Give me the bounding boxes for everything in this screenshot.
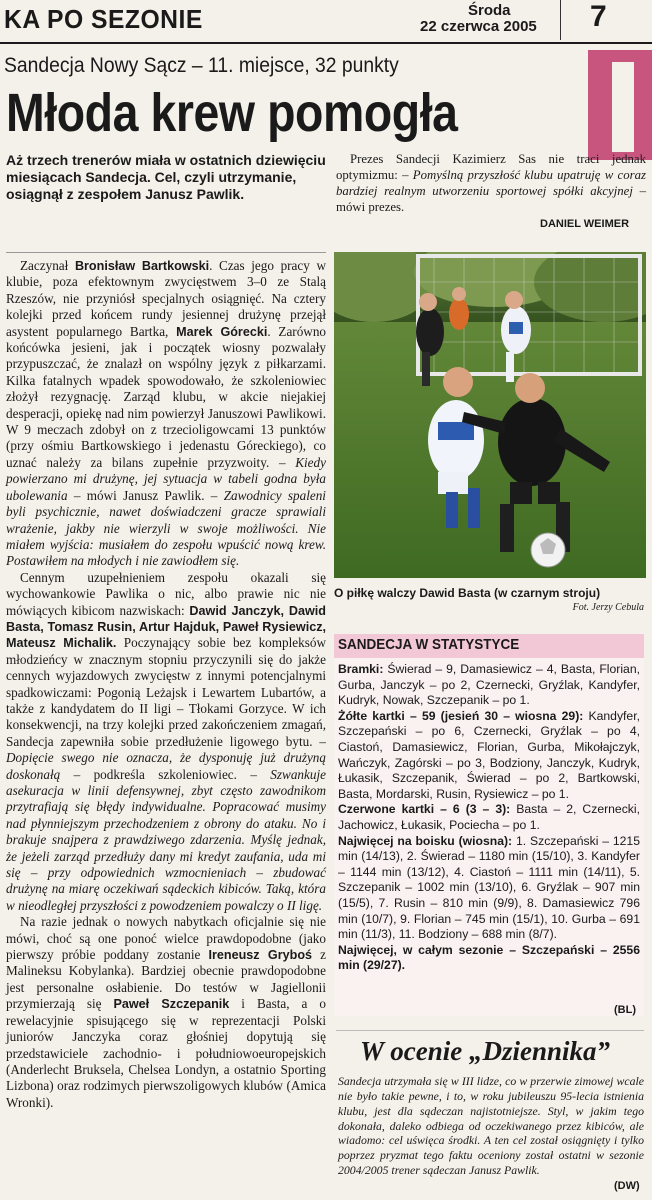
stats-red-cards — [338, 802, 640, 833]
header-rule — [0, 42, 652, 44]
neighbor-ad-fragment-inner — [612, 62, 634, 152]
stats-text: Świerad – 9, Damasiewicz – 4, Basta, Florian, Gurba, Janczyk – po 2, Czernecki, Gryźlak, Kandyfer, Kudryk, Nowak, Szczepanik – po 1. — [338, 662, 640, 708]
article-lead: Aż trzech trenerów miała w ostatnich dziewięciu miesiącach Sandecja. Cel, czyli utrzymanie, osiągnął z zespołem Janusz Pawlik. — [6, 152, 326, 202]
issue-day: Środa — [468, 2, 511, 19]
stats-label: Żółte kartki – 59 (jesień 30 – wiosna 29): — [338, 708, 584, 723]
stats-yellow-cards — [338, 709, 640, 803]
article-body-right — [336, 152, 646, 216]
stats-label: Najwięcej, w całym sezonie – Szczepański – 2556 min (29/27). — [338, 942, 640, 973]
lead-rule — [6, 252, 326, 253]
article-author: DANIEL WEIMER — [540, 218, 630, 230]
article-kicker: Sandecja Nowy Sącz – 11. miejsce, 32 punkty — [4, 54, 399, 77]
stats-label: Najwięcej na boisku (wiosna): — [338, 833, 513, 848]
stats-text: Kandyfer, Szczepański – po 6, Czernecki, Gryźlak – po 4, Ciastoń, Damasiewicz, Florian, Gurba, Mikołajczyk, Wańczyk, Zagórski – po 3, Bodziony, Janczyk, Kudryk, Łukasik, Szczepanik, Świerad – po 2, Bartkowski, Basta, Mordarski, Rusin, Rysiewicz – po 1. — [338, 708, 640, 801]
stats-minutes-spring — [338, 834, 640, 943]
ocena-signature: (DW) — [614, 1180, 640, 1192]
stats-signature: (BL) — [614, 1004, 636, 1016]
paragraph-1: Zaczynał Bronisław Bartkowski. Czas jego pracy w klubie, poza efektownym zwycięstwem 3–0 ze Stalą Rzeszów, nie przyniósł specjalnych osiągnięć. Na cztery kolejki przed końcem rundy jesiennej drużynę przejął asystent popularnego Bartka, Marek Górecki. Zarówno końcówka jesieni, jak i początek wiosny pozwalały przypuszczać, że znalazł on wspólny język z piłkarzami. Kilka fatalnych wpadek spowodowało, że szkoleniowiec złożył rezygnację. Zarząd klubu, w akcie niejakiej desperacji, opiekę nad nim powierzył Januszowi Pawlikowi. W 9 meczach zdobył on z trzecioligowcami 13 punktów (przy ośmiu Bartkowskiego i jedenastu Góreckiego), co uznać należy za bilans zupełnie przyzwoity. – Kiedy powierzano mi drużynę, jej sytuacja w tabeli godna była ubolewania – mówi Janusz Pawlik. – Zawodnicy spaleni byli psychicznie, nawet doświadczeni gracze sprawiali wrażenie, jakby nie wierzyli w swoje możliwości. Nie miałem wyjścia: musiałem do zespołu wpuścić nową krew. Postawiłem na młodych i nie zawiodłem się. — [6, 258, 327, 569]
match-photo-graphic — [334, 252, 646, 578]
match-photo — [334, 252, 646, 578]
ocena-title: W ocenie „Dziennika” — [360, 1036, 611, 1066]
header-divider — [560, 0, 561, 40]
stats-title: SANDECJA W STATYSTYCE — [338, 636, 520, 653]
section-title: KA PO SEZONIE — [4, 4, 203, 34]
stats-goals — [338, 662, 640, 709]
stats-text: 1. Szczepański – 1215 min (14/13), 2. Świerad – 1180 min (15/10), 3. Kandyfer – 1144 min (13/12), 4. Ciastoń – 1111 min (14/11), 5. Szczepanik – 1002 min (13/10), 6. Gryźlak – 907 min (15/5), 7. Rusin – 810 min (9/9), 8. Damasiewicz 796 min (10/7), 9. Florian – 745 min (15/1), 10. Gurba – 691 min (11/3), 11. Bodziony – 688 min (8/7). — [338, 833, 640, 942]
photo-credit: Fot. Jerzy Cebula — [572, 602, 644, 613]
ocena-body: Sandecja utrzymała się w III lidze, co w przerwie zimowej wcale nie było takie pewne, i to, w roku jubileuszu 95-lecia istnienia klubu, jest dla sądeczan najistotniejsze. Styl, w jakim tego dokonała, daleko odbiega od oczekiwanego przez kibiców, ale wiadomo: cel uświęca środki. A ten cel został osiągnięty i tylko poprzez pryzmat tego faktu oceniony został ostatni w sezonie 2004/2005 trener sądeczan Janusz Pawlik. — [338, 1074, 644, 1178]
paragraph-2: Cennym uzupełnieniem zespołu okazali się wychowankowie Pawlika o nic, albo prawie nic nie mówiących kibicom nazwiskach: Dawid Janczyk, Dawid Basta, Tomasz Rusin, Artur Hajduk, Paweł Rysiewicz, Mateusz Michalik. Poczynający sobie bez kompleksów młodzieńcy w znacznym stopniu przyczynili się do jakże cennych wyjazdowych zwycięstw z innymi potencjalnymi spadkowiczami: Pogonią Leżajsk i Lewartem Lubartów, a także z kandydatem do II ligi – Tłokami Gorzyce. W ich konsekwencji, na trzy kolejki przed zakończeniem zmagań, Sandecja zapewniła sobie przedłużenie ligowego bytu. – Dopięcie swego nie oznacza, że dysponuję już drużyną doskonałą – podkreśla szkoleniowiec. – Szwankuje asekuracja w linii defensywnej, zbyt często zawodnikom przytrafiają się błędy indywidualne. Popracować musimy nad płynniejszym przechodzeniem z obrony do ataku. No i brakuje snajpera z prawdziwego zdarzenia. Myślę jednak, że jeżeli zarząd przedłuży dany mi kredyt zaufania, uda mi się – przy odpowiednich wzmocnieniach – zbudować drużynę na miarę oczekiwań sądeckich kibiców. Taką, która w nieodległej przyszłości z powodzeniem powalczy o II ligę. — [6, 569, 326, 913]
stats-body — [338, 662, 640, 974]
page-number: 7 — [590, 0, 607, 33]
stats-text: Basta – 2, Czernecki, Jachowicz, Łukasik, Pociecha – po 1. — [338, 802, 640, 832]
stats-minutes-season — [338, 943, 640, 974]
photo-caption: O piłkę walczy Dawid Basta (w czarnym stroju) — [334, 586, 601, 600]
article-headline: Młoda krew pomogła — [6, 83, 458, 143]
article-body-left — [6, 258, 326, 1111]
ocena-rule — [336, 1030, 644, 1031]
stats-label: Bramki: — [338, 662, 384, 676]
stats-label: Czerwone kartki – 6 (3 – 3): — [338, 802, 511, 817]
issue-date: 22 czerwca 2005 — [420, 18, 537, 35]
paragraph-3: Na razie jednak o nowych nabytkach oficjalnie się nie mówi, choć są one ponoć wielce prawdopodobne (jako pierwszy próbie poddany zostanie Ireneusz Gryboś z Malineksu Kobylanka). Bardziej obecnie prawdopodobne jest personalne osłabienie. Do testów w Jagiellonii przymierzają się Paweł Szczepanik i Basta, a o rewelacyjnie spisującego się w reprezentacji Polski juniorów Janczyka coraz głośniej dopytują się przedstawiciele zachodnio- i południowoeuropejskich (Anderlecht Bruksela, Chelsea Londyn, a ostatnio Sporting Lizbona) oraz rodzimych pierwszoligowych klubów (Amica Wronki). — [6, 914, 327, 1110]
paragraph-president: Prezes Sandecji Kazimierz Sas nie traci jednak optymizmu: – Pomyślną przyszłość klubu upatruję w coraz bardziej realnym utworzeniu sportowej spółki akcyjnej – mówi prezes. — [336, 152, 646, 214]
